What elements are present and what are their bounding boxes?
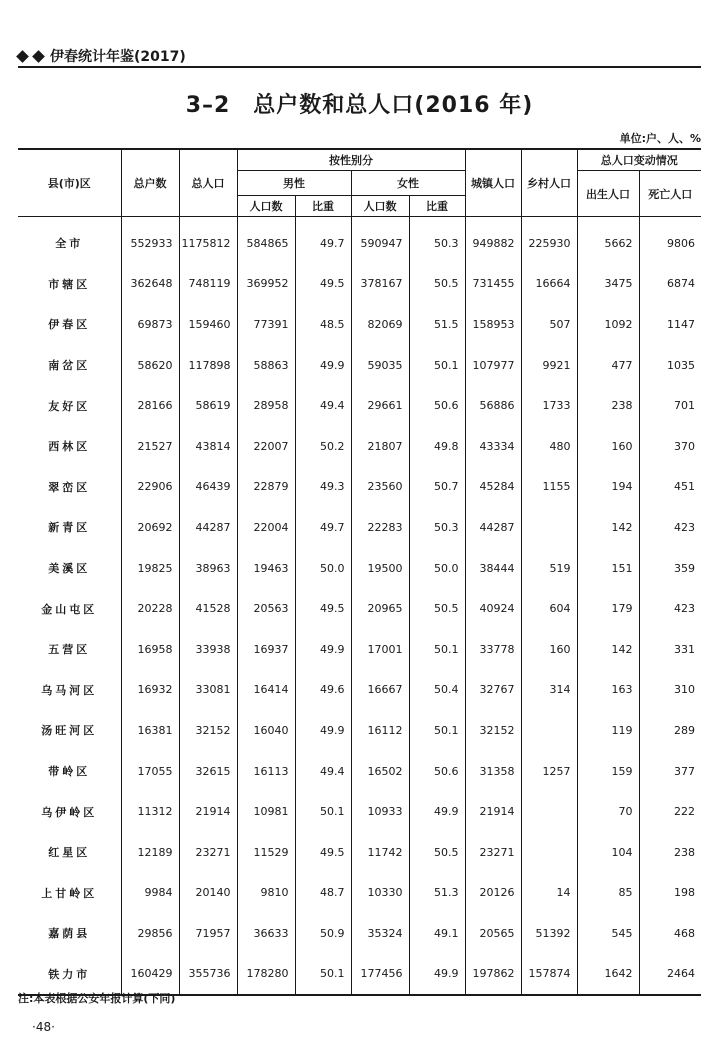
value-cell: 10330 xyxy=(351,873,409,914)
value-cell: 49.9 xyxy=(409,954,465,996)
value-cell: 38444 xyxy=(465,548,521,589)
value-cell: 22906 xyxy=(121,467,179,508)
value-cell: 56886 xyxy=(465,385,521,426)
value-cell: 370 xyxy=(639,426,701,467)
value-cell: 45284 xyxy=(465,467,521,508)
value-cell: 58619 xyxy=(179,385,237,426)
value-cell: 33778 xyxy=(465,629,521,670)
table-row xyxy=(18,832,701,873)
region-name-cell: 南岔区 xyxy=(48,359,91,373)
footnote: 注:本表根据公安年报计算(下同) xyxy=(18,992,176,1005)
value-cell: 44287 xyxy=(465,507,521,548)
value-cell: 85 xyxy=(577,873,639,914)
value-cell: 2464 xyxy=(639,954,701,996)
table-row xyxy=(18,264,701,305)
table-title: 3–2 总户数和总人口(2016 年) xyxy=(185,93,534,118)
value-cell: 20228 xyxy=(121,588,179,629)
value-cell xyxy=(521,832,577,873)
value-cell: 50.5 xyxy=(409,588,465,629)
value-cell: 949882 xyxy=(465,217,521,264)
value-cell: 160429 xyxy=(121,954,179,996)
value-cell: 163 xyxy=(577,670,639,711)
value-cell: 378167 xyxy=(351,264,409,305)
value-cell: 519 xyxy=(521,548,577,589)
value-cell: 50.1 xyxy=(409,710,465,751)
value-cell: 49.4 xyxy=(295,385,351,426)
value-cell: 158953 xyxy=(465,304,521,345)
value-cell: 238 xyxy=(639,832,701,873)
col-male: 男性 xyxy=(237,171,351,196)
value-cell: 1733 xyxy=(521,385,577,426)
diamond-bullet-icon xyxy=(32,50,45,63)
value-cell: 355736 xyxy=(179,954,237,996)
col-population: 总人口 xyxy=(179,149,237,217)
region-name-cell: 上甘岭区 xyxy=(41,886,98,900)
region-name-cell: 新青区 xyxy=(48,521,91,535)
value-cell: 49.9 xyxy=(295,629,351,670)
value-cell: 1175812 xyxy=(179,217,237,264)
table-row xyxy=(18,751,701,792)
table-row xyxy=(18,791,701,832)
value-cell: 50.1 xyxy=(409,629,465,670)
value-cell: 50.0 xyxy=(409,548,465,589)
value-cell: 16414 xyxy=(237,670,295,711)
col-births: 出生人口 xyxy=(577,171,639,217)
region-name-cell: 红星区 xyxy=(48,846,91,860)
region-name-cell: 铁力市 xyxy=(48,967,91,981)
value-cell: 10981 xyxy=(237,791,295,832)
value-cell: 20565 xyxy=(465,913,521,954)
table-row xyxy=(18,588,701,629)
value-cell: 159460 xyxy=(179,304,237,345)
col-households: 总户数 xyxy=(121,149,179,217)
table-row xyxy=(18,385,701,426)
col-change: 总人口变动情况 xyxy=(577,149,701,171)
value-cell: 1147 xyxy=(639,304,701,345)
value-cell: 50.5 xyxy=(409,832,465,873)
value-cell: 50.9 xyxy=(295,913,351,954)
value-cell: 50.1 xyxy=(409,345,465,386)
col-urban: 城镇人口 xyxy=(465,149,521,217)
value-cell: 701 xyxy=(639,385,701,426)
region-name-cell: 汤旺河区 xyxy=(41,724,98,738)
region-name-cell: 嘉荫县 xyxy=(48,927,91,941)
value-cell xyxy=(521,791,577,832)
value-cell: 11312 xyxy=(121,791,179,832)
value-cell: 32615 xyxy=(179,751,237,792)
value-cell: 198 xyxy=(639,873,701,914)
value-cell: 46439 xyxy=(179,467,237,508)
value-cell: 16113 xyxy=(237,751,295,792)
value-cell: 50.3 xyxy=(409,507,465,548)
region-name-cell: 乌伊岭区 xyxy=(41,805,98,819)
value-cell: 21914 xyxy=(179,791,237,832)
value-cell: 29661 xyxy=(351,385,409,426)
value-cell: 16040 xyxy=(237,710,295,751)
value-cell: 36633 xyxy=(237,913,295,954)
value-cell: 22004 xyxy=(237,507,295,548)
value-cell: 314 xyxy=(521,670,577,711)
value-cell: 19825 xyxy=(121,548,179,589)
value-cell: 50.5 xyxy=(409,264,465,305)
value-cell: 117898 xyxy=(179,345,237,386)
value-cell: 1155 xyxy=(521,467,577,508)
value-cell: 48.5 xyxy=(295,304,351,345)
value-cell: 480 xyxy=(521,426,577,467)
col-male-ratio: 比重 xyxy=(295,196,351,217)
value-cell: 194 xyxy=(577,467,639,508)
value-cell: 197862 xyxy=(465,954,521,996)
value-cell: 38963 xyxy=(179,548,237,589)
table-row xyxy=(18,710,701,751)
value-cell: 32767 xyxy=(465,670,521,711)
value-cell: 1642 xyxy=(577,954,639,996)
value-cell: 16112 xyxy=(351,710,409,751)
region-name-cell: 带岭区 xyxy=(48,765,91,779)
value-cell: 21527 xyxy=(121,426,179,467)
value-cell: 3475 xyxy=(577,264,639,305)
value-cell: 142 xyxy=(577,629,639,670)
value-cell: 82069 xyxy=(351,304,409,345)
value-cell: 49.5 xyxy=(295,832,351,873)
value-cell: 33938 xyxy=(179,629,237,670)
value-cell: 369952 xyxy=(237,264,295,305)
value-cell: 32152 xyxy=(465,710,521,751)
value-cell: 362648 xyxy=(121,264,179,305)
value-cell: 32152 xyxy=(179,710,237,751)
value-cell: 11742 xyxy=(351,832,409,873)
region-name-cell: 翠峦区 xyxy=(48,480,91,494)
value-cell: 590947 xyxy=(351,217,409,264)
value-cell: 20692 xyxy=(121,507,179,548)
value-cell: 22007 xyxy=(237,426,295,467)
value-cell: 49.7 xyxy=(295,507,351,548)
region-name-cell: 伊春区 xyxy=(48,318,91,332)
value-cell: 35324 xyxy=(351,913,409,954)
table-row xyxy=(18,670,701,711)
col-female: 女性 xyxy=(351,171,465,196)
table-row xyxy=(18,548,701,589)
diamond-bullet-icon xyxy=(16,50,29,63)
region-name-cell: 金山屯区 xyxy=(41,602,98,616)
value-cell: 20563 xyxy=(237,588,295,629)
unit-label: 单位:户、人、% xyxy=(619,132,701,145)
value-cell: 238 xyxy=(577,385,639,426)
value-cell: 377 xyxy=(639,751,701,792)
value-cell: 21914 xyxy=(465,791,521,832)
table-row xyxy=(18,304,701,345)
value-cell: 1092 xyxy=(577,304,639,345)
value-cell: 159 xyxy=(577,751,639,792)
col-rural: 乡村人口 xyxy=(521,149,577,217)
table-row xyxy=(18,913,701,954)
value-cell: 44287 xyxy=(179,507,237,548)
value-cell: 49.7 xyxy=(295,217,351,264)
value-cell: 748119 xyxy=(179,264,237,305)
value-cell: 423 xyxy=(639,507,701,548)
value-cell: 49.4 xyxy=(295,751,351,792)
value-cell: 178280 xyxy=(237,954,295,996)
value-cell: 11529 xyxy=(237,832,295,873)
table-row xyxy=(18,345,701,386)
value-cell: 731455 xyxy=(465,264,521,305)
value-cell: 71957 xyxy=(179,913,237,954)
value-cell: 41528 xyxy=(179,588,237,629)
value-cell: 6874 xyxy=(639,264,701,305)
running-header xyxy=(18,46,186,66)
region-name-cell: 乌马河区 xyxy=(41,683,98,697)
value-cell: 16937 xyxy=(237,629,295,670)
table-row xyxy=(18,629,701,670)
value-cell: 289 xyxy=(639,710,701,751)
value-cell: 17001 xyxy=(351,629,409,670)
running-header-text: 伊春统计年鉴(2017) xyxy=(50,49,186,65)
value-cell: 468 xyxy=(639,913,701,954)
value-cell: 19500 xyxy=(351,548,409,589)
value-cell: 50.0 xyxy=(295,548,351,589)
value-cell: 157874 xyxy=(521,954,577,996)
value-cell: 49.9 xyxy=(295,710,351,751)
value-cell: 9921 xyxy=(521,345,577,386)
value-cell: 49.5 xyxy=(295,588,351,629)
value-cell: 23560 xyxy=(351,467,409,508)
value-cell: 9984 xyxy=(121,873,179,914)
table-row xyxy=(18,467,701,508)
value-cell: 70 xyxy=(577,791,639,832)
value-cell: 222 xyxy=(639,791,701,832)
value-cell: 310 xyxy=(639,670,701,711)
value-cell: 12189 xyxy=(121,832,179,873)
value-cell: 423 xyxy=(639,588,701,629)
value-cell: 48.7 xyxy=(295,873,351,914)
value-cell: 50.7 xyxy=(409,467,465,508)
value-cell: 49.9 xyxy=(409,791,465,832)
value-cell: 29856 xyxy=(121,913,179,954)
col-female-pop: 人口数 xyxy=(351,196,409,217)
value-cell: 16958 xyxy=(121,629,179,670)
value-cell: 28958 xyxy=(237,385,295,426)
value-cell: 49.5 xyxy=(295,264,351,305)
value-cell: 28166 xyxy=(121,385,179,426)
value-cell: 584865 xyxy=(237,217,295,264)
value-cell: 23271 xyxy=(179,832,237,873)
value-cell: 17055 xyxy=(121,751,179,792)
value-cell: 50.6 xyxy=(409,751,465,792)
value-cell: 14 xyxy=(521,873,577,914)
value-cell: 107977 xyxy=(465,345,521,386)
table-row xyxy=(18,507,701,548)
value-cell: 40924 xyxy=(465,588,521,629)
value-cell: 49.1 xyxy=(409,913,465,954)
value-cell xyxy=(521,507,577,548)
value-cell: 160 xyxy=(521,629,577,670)
value-cell: 43814 xyxy=(179,426,237,467)
value-cell: 50.2 xyxy=(295,426,351,467)
value-cell: 552933 xyxy=(121,217,179,264)
value-cell: 604 xyxy=(521,588,577,629)
page-number: ·48· xyxy=(32,1020,55,1034)
value-cell: 16502 xyxy=(351,751,409,792)
table-row xyxy=(18,873,701,914)
value-cell: 22283 xyxy=(351,507,409,548)
value-cell: 10933 xyxy=(351,791,409,832)
value-cell: 51.5 xyxy=(409,304,465,345)
table-row xyxy=(18,217,701,264)
value-cell: 50.3 xyxy=(409,217,465,264)
value-cell: 50.6 xyxy=(409,385,465,426)
table-row xyxy=(18,426,701,467)
value-cell: 225930 xyxy=(521,217,577,264)
value-cell: 49.3 xyxy=(295,467,351,508)
value-cell: 1035 xyxy=(639,345,701,386)
value-cell: 359 xyxy=(639,548,701,589)
value-cell: 545 xyxy=(577,913,639,954)
value-cell: 9810 xyxy=(237,873,295,914)
value-cell: 43334 xyxy=(465,426,521,467)
value-cell: 16667 xyxy=(351,670,409,711)
value-cell: 20140 xyxy=(179,873,237,914)
value-cell: 142 xyxy=(577,507,639,548)
value-cell: 331 xyxy=(639,629,701,670)
col-by-sex: 按性别分 xyxy=(237,149,465,171)
value-cell: 49.6 xyxy=(295,670,351,711)
value-cell: 50.4 xyxy=(409,670,465,711)
value-cell: 507 xyxy=(521,304,577,345)
value-cell: 31358 xyxy=(465,751,521,792)
value-cell: 16381 xyxy=(121,710,179,751)
region-name-cell: 友好区 xyxy=(48,399,91,413)
value-cell: 59035 xyxy=(351,345,409,386)
value-cell: 9806 xyxy=(639,217,701,264)
value-cell: 77391 xyxy=(237,304,295,345)
value-cell: 49.9 xyxy=(295,345,351,386)
value-cell: 20126 xyxy=(465,873,521,914)
value-cell: 21807 xyxy=(351,426,409,467)
value-cell: 51.3 xyxy=(409,873,465,914)
value-cell: 477 xyxy=(577,345,639,386)
value-cell: 50.1 xyxy=(295,954,351,996)
value-cell: 1257 xyxy=(521,751,577,792)
value-cell: 20965 xyxy=(351,588,409,629)
col-deaths: 死亡人口 xyxy=(639,171,701,217)
region-name-cell: 西林区 xyxy=(48,440,91,454)
value-cell: 160 xyxy=(577,426,639,467)
value-cell: 179 xyxy=(577,588,639,629)
value-cell xyxy=(521,710,577,751)
value-cell: 16664 xyxy=(521,264,577,305)
value-cell: 51392 xyxy=(521,913,577,954)
value-cell: 22879 xyxy=(237,467,295,508)
col-region: 县(市)区 xyxy=(18,149,121,217)
value-cell: 451 xyxy=(639,467,701,508)
value-cell: 104 xyxy=(577,832,639,873)
value-cell: 58863 xyxy=(237,345,295,386)
value-cell: 50.1 xyxy=(295,791,351,832)
population-table xyxy=(18,148,701,996)
value-cell: 119 xyxy=(577,710,639,751)
header-rule xyxy=(18,66,701,68)
col-male-pop: 人口数 xyxy=(237,196,295,217)
value-cell: 23271 xyxy=(465,832,521,873)
region-name-cell: 市辖区 xyxy=(48,277,91,291)
region-name-cell: 五营区 xyxy=(48,643,91,657)
value-cell: 49.8 xyxy=(409,426,465,467)
col-female-ratio: 比重 xyxy=(409,196,465,217)
region-name-cell: 全市 xyxy=(55,237,84,251)
value-cell: 151 xyxy=(577,548,639,589)
value-cell: 16932 xyxy=(121,670,179,711)
region-name-cell: 美溪区 xyxy=(48,562,91,576)
value-cell: 58620 xyxy=(121,345,179,386)
value-cell: 33081 xyxy=(179,670,237,711)
value-cell: 5662 xyxy=(577,217,639,264)
value-cell: 177456 xyxy=(351,954,409,996)
value-cell: 69873 xyxy=(121,304,179,345)
value-cell: 19463 xyxy=(237,548,295,589)
